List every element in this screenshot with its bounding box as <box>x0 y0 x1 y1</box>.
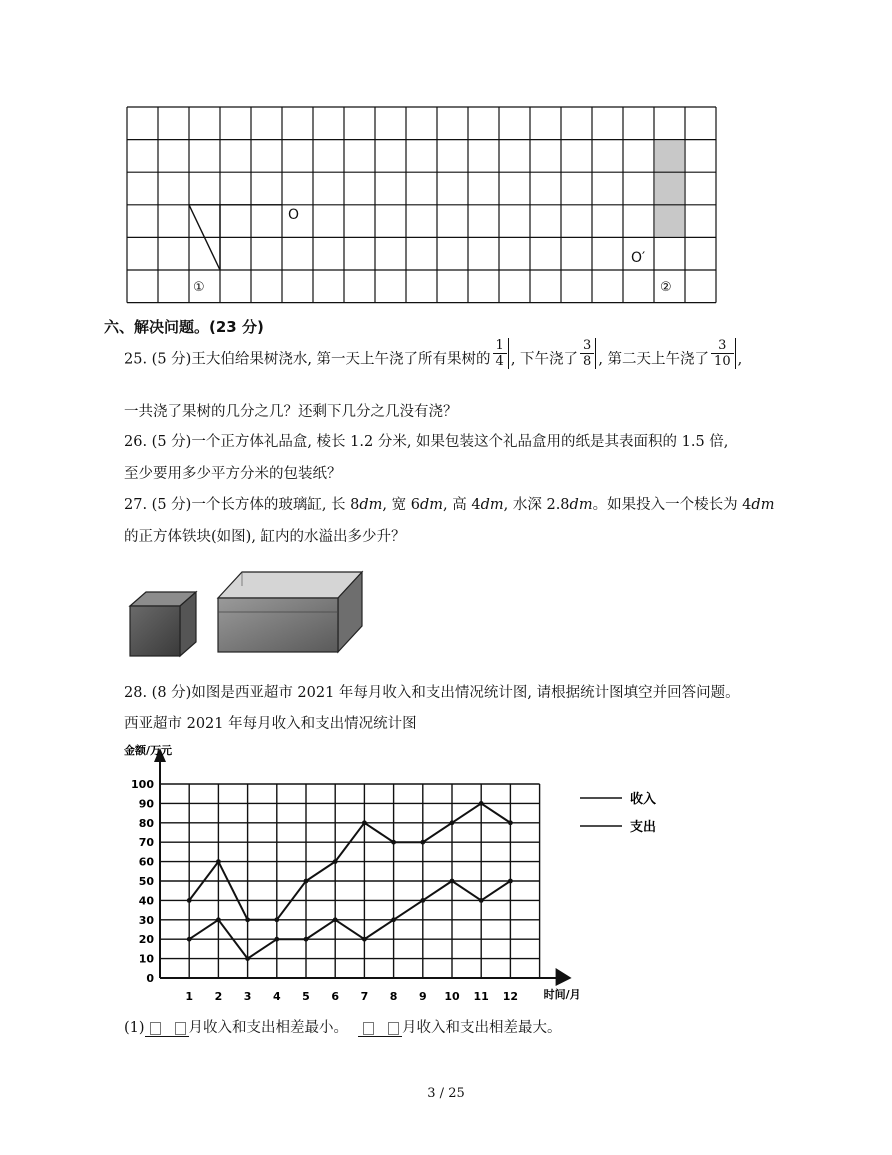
q25-text-3: , 第二天上午浇了 <box>598 351 710 368</box>
x-tick-label: 7 <box>360 990 369 1003</box>
sub-question-number: (1) <box>124 1020 145 1036</box>
fraction-1-4 <box>493 338 509 369</box>
chart-svg <box>122 740 682 1010</box>
x-tick-label: 3 <box>243 990 252 1003</box>
y-tick-label: 80 <box>138 816 154 830</box>
question-26-line-2: 至少要用多少平方分米的包装纸？ <box>124 466 342 482</box>
point-o-prime-label: O′ <box>631 249 646 266</box>
fraction-numerator: 3 <box>718 338 727 353</box>
data-point <box>479 898 484 903</box>
grid-group <box>127 107 716 303</box>
unit-dm: dm <box>480 497 504 513</box>
answer-blank-1[interactable] <box>145 1020 189 1037</box>
x-tick-label: 6 <box>331 990 340 1003</box>
data-point <box>508 820 513 825</box>
x-tick-label: 8 <box>389 990 398 1003</box>
x-tick-label: 12 <box>502 990 519 1003</box>
shape-1-label: ① <box>193 280 205 295</box>
y-axis-label: 金额/万元 <box>124 744 173 757</box>
y-tick-label: 50 <box>138 875 154 888</box>
q27-text-e: 。如果投入一个棱长为 4 <box>592 497 752 513</box>
data-point <box>187 937 192 942</box>
unit-dm: dm <box>419 497 444 513</box>
data-point <box>362 937 367 942</box>
page-separator: / <box>439 1086 445 1101</box>
y-tick-label: 70 <box>138 836 154 850</box>
grid-svg <box>126 106 717 304</box>
y-tick-label: 0 <box>146 972 154 985</box>
answer-blank-2[interactable] <box>358 1020 402 1037</box>
data-point <box>187 898 192 903</box>
y-tick-label: 30 <box>138 913 154 927</box>
question-27-line-2: 的正方体铁块(如图), 缸内的水溢出多少升？ <box>124 529 406 545</box>
glass-tank <box>218 572 362 652</box>
data-point <box>420 898 425 903</box>
fraction-numerator: 3 <box>583 338 592 353</box>
data-point <box>245 917 250 922</box>
question-26-line-1: 26. (5 分)一个正方体礼品盒, 棱长 1.2 分米, 如果包装这个礼品盒用的纸是其表面积的 1.5 倍, <box>124 434 729 450</box>
point-o-label: O <box>288 206 300 223</box>
shaded-rectangle-shape <box>655 141 684 237</box>
data-point <box>450 879 455 884</box>
fraction-3-8 <box>580 338 596 369</box>
line-chart <box>122 740 682 1014</box>
q25-text-2: , 下午浇了 <box>510 351 579 368</box>
data-point <box>391 917 396 922</box>
iron-cube <box>130 592 196 656</box>
section-title: 六、解决问题。(23 分) <box>104 318 264 336</box>
fraction-denominator: 8 <box>580 353 594 369</box>
data-point <box>304 879 309 884</box>
x-tick-label: 11 <box>473 990 489 1003</box>
page-number: 3 <box>427 1086 436 1101</box>
question-27-line-1 <box>124 493 774 514</box>
data-point <box>479 801 484 806</box>
question-28-sub-1 <box>124 1016 562 1037</box>
x-tick-label: 4 <box>272 990 281 1003</box>
x-tick-label: 9 <box>418 990 427 1003</box>
q27-text-b: , 宽 6 <box>382 497 420 513</box>
data-point <box>333 859 338 864</box>
data-point <box>216 859 221 864</box>
data-point <box>420 840 425 845</box>
legend-label: 支出 <box>630 820 657 835</box>
fraction-denominator: 4 <box>493 353 507 369</box>
page-total: 25 <box>448 1086 465 1101</box>
question-25-line-1 <box>124 338 743 375</box>
unit-dm: dm <box>569 497 593 513</box>
data-point <box>245 956 250 961</box>
q25-text-1: 25. (5 分)王大伯给果树浇水, 第一天上午浇了所有果树的 <box>124 351 491 368</box>
data-point <box>304 937 309 942</box>
y-tick-label: 40 <box>138 894 154 908</box>
page-footer <box>0 1086 892 1101</box>
q27-text-a: 27. (5 分)一个长方体的玻璃缸, 长 8 <box>124 497 360 513</box>
legend-label: 收入 <box>630 792 657 807</box>
cube-tank-svg <box>122 556 372 664</box>
data-point <box>216 917 221 922</box>
data-point <box>391 840 396 845</box>
q25-text-4: , <box>737 351 743 368</box>
question-28-line-1: 28. (8 分)如图是西亚超市 2021 年每月收入和支出情况统计图, 请根据统计图填空并回答问题。 <box>124 685 740 701</box>
sub-question-text-2: 月收入和支出相差最大。 <box>402 1020 562 1036</box>
y-tick-label: 10 <box>138 952 154 966</box>
data-point <box>362 820 367 825</box>
placeholder-box <box>175 1022 186 1035</box>
x-tick-label: 5 <box>302 990 310 1003</box>
x-axis-arrow <box>556 968 572 986</box>
cube-and-tank-figure <box>122 556 372 668</box>
unit-dm: dm <box>359 497 383 513</box>
x-axis-label: 时间/月 <box>543 988 581 1001</box>
data-point <box>508 879 513 884</box>
y-tick-label: 20 <box>138 933 154 947</box>
question-25-line-2: 一共浇了果树的几分之几？还剩下几分之几没有浇？ <box>124 404 458 420</box>
placeholder-box <box>150 1022 161 1035</box>
y-tick-label: 60 <box>138 855 154 869</box>
q27-text-c: , 高 4 <box>443 497 481 513</box>
chart-plot <box>124 743 656 1003</box>
x-tick-label: 1 <box>185 990 194 1003</box>
transformation-grid-figure <box>126 106 717 308</box>
unit-dm: dm <box>751 497 775 513</box>
q27-text-d: , 水深 2.8 <box>503 497 570 513</box>
placeholder-box <box>363 1022 374 1035</box>
y-tick-label: 100 <box>131 778 154 791</box>
sub-question-text-1: 月收入和支出相差最小。 <box>188 1020 349 1036</box>
x-tick-label: 10 <box>444 990 460 1003</box>
x-tick-label: 2 <box>214 990 223 1003</box>
placeholder-box <box>388 1022 399 1035</box>
chart-caption: 西亚超市 2021 年每月收入和支出情况统计图 <box>124 716 417 732</box>
data-point <box>274 917 279 922</box>
data-point <box>450 820 455 825</box>
fraction-3-10 <box>711 338 736 369</box>
data-point <box>274 937 279 942</box>
shape-2-label: ② <box>660 280 672 295</box>
fraction-denominator: 10 <box>711 353 734 369</box>
fraction-numerator: 1 <box>495 338 504 353</box>
y-tick-label: 90 <box>138 797 154 811</box>
data-point <box>333 917 338 922</box>
